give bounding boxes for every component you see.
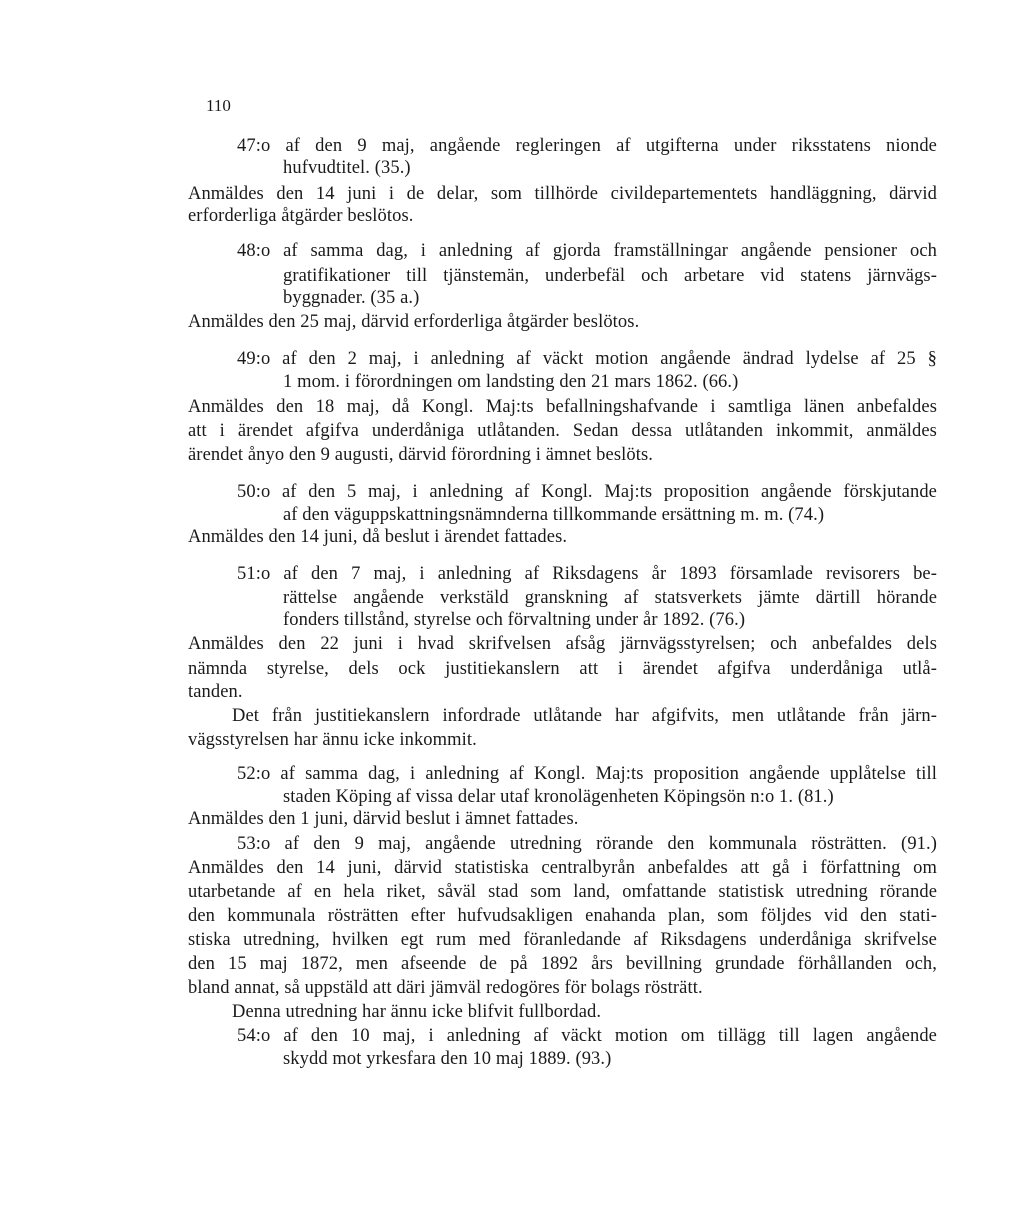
entry-53-notice-line-6: bland annat, så uppstäld att däri jämväl redogöres för bolags rösträtt. — [188, 978, 703, 998]
entry-49-notice-line-2: att i ärendet afgifva underdåniga utlåtanden. Sedan dessa utlåtanden inkommit, anmäldes — [188, 421, 937, 441]
entry-49-notice-line-1: Anmäldes den 18 maj, då Kongl. Maj:ts befallningshafvande i samtliga länen anbefaldes — [188, 397, 937, 417]
page-number: 110 — [206, 96, 231, 115]
entry-50-notice: Anmäldes den 14 juni, då beslut i ärendet fattades. — [188, 527, 568, 547]
entry-53-remark: Denna utredning har ännu icke blifvit fullbordad. — [232, 1002, 602, 1022]
entry-53-line-1: 53:o af den 9 maj, angående utredning rörande den kommunala rösträtten. (91.) — [237, 834, 937, 854]
entry-47-notice-line-1: Anmäldes den 14 juni i de delar, som tillhörde civildepartementets handläggning, därvid — [188, 184, 937, 204]
entry-54-line-1: 54:o af den 10 maj, i anledning af väckt motion om tillägg till lagen angående — [237, 1026, 937, 1046]
entry-53-notice-line-3: den kommunala rösträtten efter hufvudsakligen enahanda plan, som följdes vid den stati- — [188, 906, 937, 926]
entry-49-line-2: 1 mom. i förordningen om landsting den 21 mars 1862. (66.) — [283, 372, 739, 392]
entry-50-line-1: 50:o af den 5 maj, i anledning af Kongl. Maj:ts proposition angående förskjutande — [237, 482, 937, 502]
entry-51-notice-line-3: tanden. — [188, 682, 243, 702]
entry-47-notice-line-2: erforderliga åtgärder beslötos. — [188, 206, 414, 226]
entry-51-line-3: fonders tillstånd, styrelse och förvaltning under år 1892. (76.) — [283, 610, 746, 630]
entry-53-notice-line-2: utarbetande af en hela riket, såväl stad som land, omfattande statistisk utredning rörande — [188, 882, 937, 902]
entry-48-line-3: byggnader. (35 a.) — [283, 288, 420, 308]
entry-52-line-2: staden Köping af vissa delar utaf kronolägenheten Köpingsön n:o 1. (81.) — [283, 787, 834, 807]
entry-52-line-1: 52:o af samma dag, i anledning af Kongl. Maj:ts proposition angående upplåtelse till — [237, 764, 937, 784]
entry-51-remark-line-2: vägsstyrelsen har ännu icke inkommit. — [188, 730, 477, 750]
entry-53-notice-line-5: den 15 maj 1872, men afseende de på 1892 års bevillning grundade förhållanden och, — [188, 954, 937, 974]
entry-53-notice-line-4: stiska utredning, hvilken egt rum med föranledande af Riksdagens underdåniga skrifvelse — [188, 930, 937, 950]
entry-49-notice-line-3: ärendet ånyo den 9 augusti, därvid förordning i ämnet beslöts. — [188, 445, 653, 465]
entry-47-line-1: 47:o af den 9 maj, angående regleringen af utgifterna under riksstatens nionde — [237, 136, 937, 156]
entry-54-line-2: skydd mot yrkesfara den 10 maj 1889. (93.) — [283, 1049, 612, 1069]
entry-47-line-2: hufvudtitel. (35.) — [283, 158, 411, 178]
entry-51-notice-line-1: Anmäldes den 22 juni i hvad skrifvelsen afsåg järnvägsstyrelsen; och anbefaldes dels — [188, 634, 937, 654]
entry-48-line-2: gratifikationer till tjänstemän, underbefäl och arbetare vid statens järnvägs- — [283, 266, 937, 286]
entry-48-line-1: 48:o af samma dag, i anledning af gjorda framställningar angående pensioner och — [237, 241, 937, 261]
entry-51-line-1: 51:o af den 7 maj, i anledning af Riksdagens år 1893 församlade revisorers be- — [237, 564, 937, 584]
entry-53-notice-line-1: Anmäldes den 14 juni, därvid statistiska centralbyrån anbefaldes att gå i författning om — [188, 858, 937, 878]
entry-48-notice: Anmäldes den 25 maj, därvid erforderliga åtgärder beslötos. — [188, 312, 640, 332]
entry-49-line-1: 49:o af den 2 maj, i anledning af väckt motion angående ändrad lydelse af 25 § — [237, 349, 937, 369]
entry-51-notice-line-2: nämnda styrelse, dels ock justitiekanslern att i ärendet afgifva underdåniga utlå- — [188, 659, 937, 679]
entry-51-remark-line-1: Det från justitiekanslern infordrade utlåtande har afgifvits, men utlåtande från järn- — [232, 706, 937, 726]
entry-50-line-2: af den väguppskattningsnämnderna tillkommande ersättning m. m. (74.) — [283, 505, 825, 525]
entry-51-line-2: rättelse angående verkstäld granskning af statsverkets jämte därtill hörande — [283, 588, 937, 608]
entry-52-notice: Anmäldes den 1 juni, därvid beslut i ämnet fattades. — [188, 809, 579, 829]
